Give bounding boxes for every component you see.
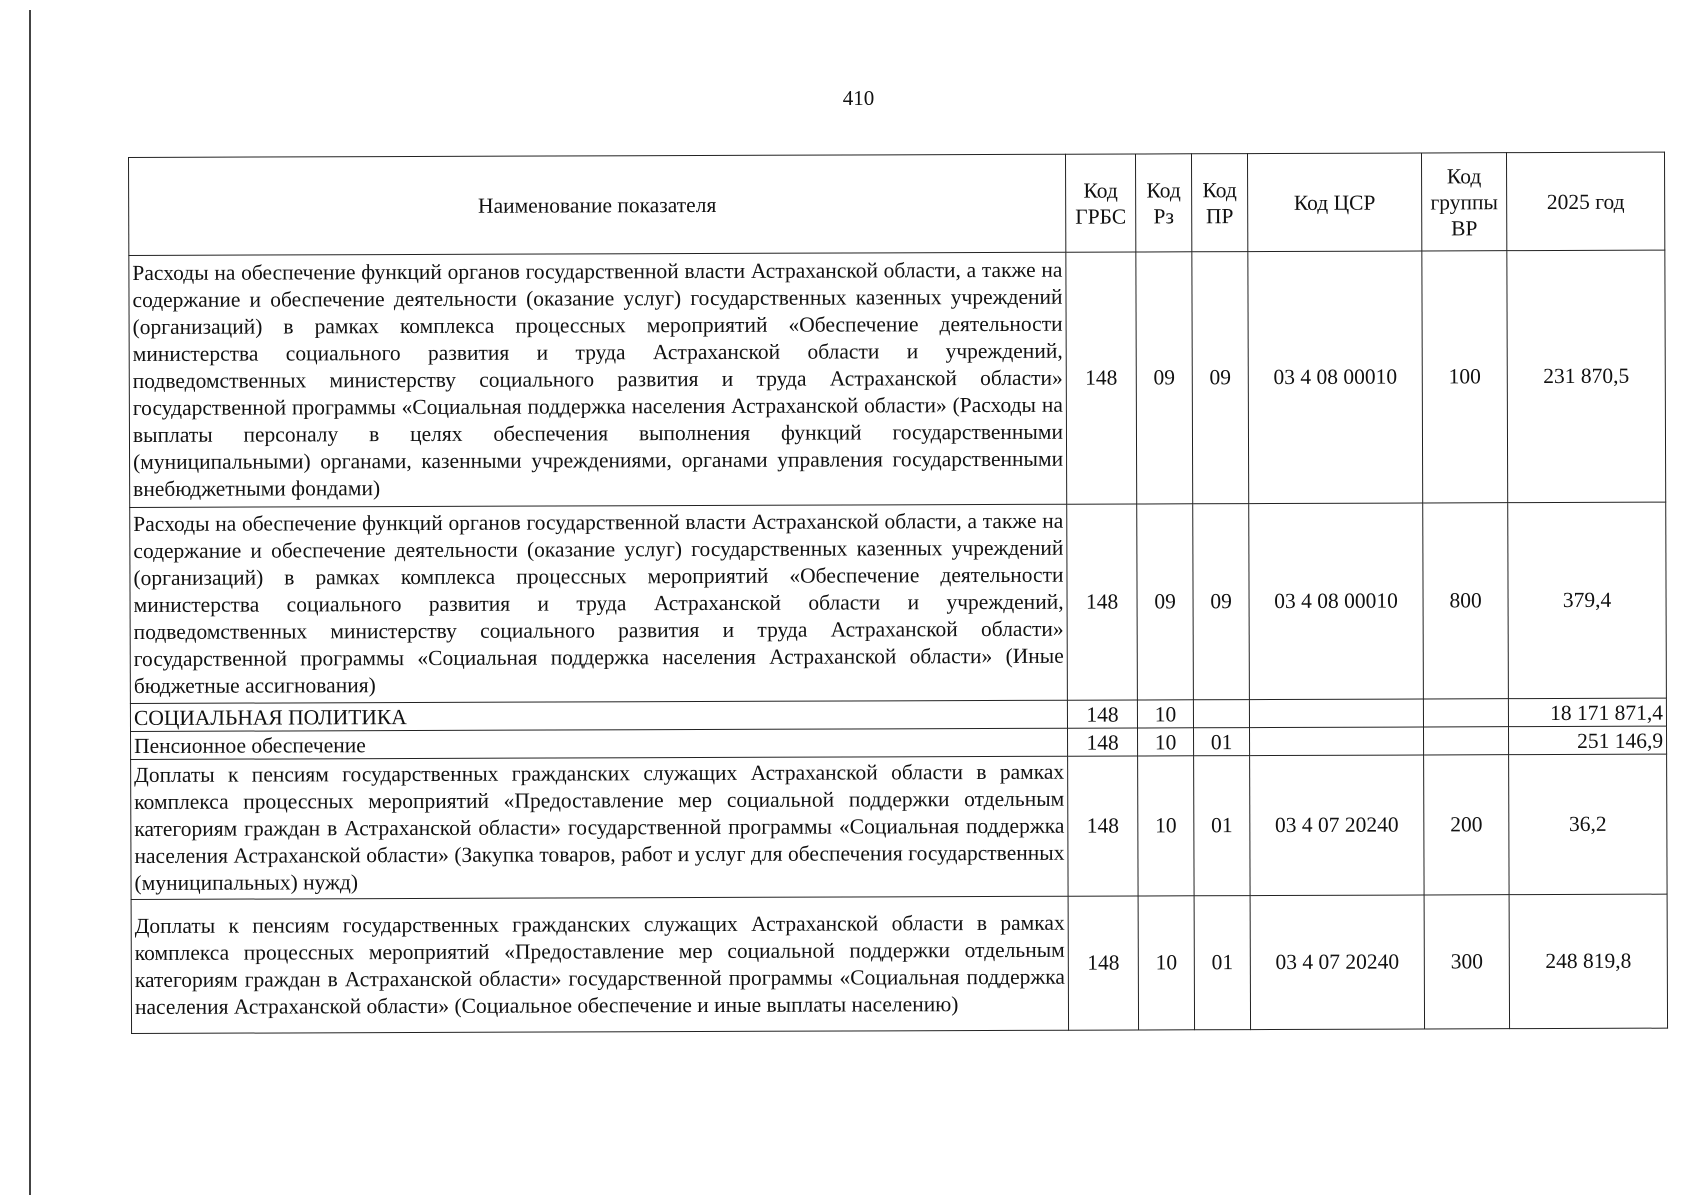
row-amount: 18 171 871,4 [1508, 698, 1666, 727]
row-csr: 03 4 08 00010 [1248, 251, 1423, 504]
row-rz: 10 [1137, 700, 1193, 728]
row-csr: 03 4 07 20240 [1250, 895, 1424, 1030]
row-grbs: 148 [1067, 700, 1137, 728]
row-vr [1423, 727, 1508, 755]
header-csr: Код ЦСР [1247, 153, 1421, 252]
row-grbs: 148 [1067, 728, 1137, 756]
row-rz: 09 [1136, 252, 1193, 504]
row-name: Расходы на обеспечение функций органов государственной власти Астраханской области, а также на содержание и обеспечение деятельности (оказание услуг) государственных казенных учреждений (организаций) в рамках комплекса процессных мероприятий «Обеспечение деятельности министерства социального развития и труда Астраханской области и учреждений, подведомственных министерству социального развития и труда Астраханской области» государственной программы «Социальная поддержка населения Астраханской области» (Расходы на выплаты персоналу в целях обеспечения выполнения функций государственными (муниципальными) органами, казенными учреждениями, органами управления государственными внебюджетными фондами) [129, 252, 1067, 507]
row-name: Расходы на обеспечение функций органов государственной власти Астраханской области, а также на содержание и обеспечение деятельности (оказание услуг) государственных казенных учреждений (организаций) в рамках комплекса процессных мероприятий «Обеспечение деятельности министерства социального развития и труда Астраханской области и учреждений, подведомственных министерству социального развития и труда Астраханской области» государственной программы «Социальная поддержка населения Астраханской области» (Иные бюджетные ассигнования) [130, 504, 1068, 703]
header-pr: Код ПР [1191, 154, 1247, 252]
row-vr: 300 [1424, 895, 1509, 1029]
header-year: 2025 год [1506, 152, 1664, 251]
row-vr: 200 [1424, 755, 1509, 895]
row-grbs: 148 [1066, 252, 1137, 504]
table-row [131, 754, 1667, 899]
header-name: Наименование показателя [129, 154, 1066, 255]
row-amount: 36,2 [1509, 754, 1667, 895]
header-grbs: Код ГРБС [1065, 154, 1135, 252]
table-row [130, 502, 1667, 703]
row-grbs: 148 [1067, 504, 1138, 700]
row-vr: 100 [1422, 251, 1508, 503]
table-row [129, 250, 1666, 507]
row-pr: 01 [1193, 728, 1249, 756]
page-number: 410 [842, 86, 875, 110]
row-csr [1249, 699, 1423, 728]
row-amount: 379,4 [1508, 502, 1667, 699]
table-row [131, 894, 1667, 1033]
row-grbs: 148 [1068, 896, 1138, 1030]
budget-table [128, 152, 1668, 1034]
row-pr: 09 [1192, 252, 1249, 504]
row-rz: 09 [1137, 504, 1194, 700]
row-amount: 251 146,9 [1508, 726, 1666, 755]
row-csr: 03 4 07 20240 [1250, 755, 1424, 896]
row-csr [1249, 727, 1423, 756]
row-amount: 248 819,8 [1509, 894, 1667, 1029]
header-vr: Код группы ВР [1421, 153, 1506, 251]
row-rz: 10 [1137, 728, 1193, 756]
row-name: Пенсионное обеспечение [131, 728, 1068, 759]
row-csr: 03 4 08 00010 [1249, 503, 1424, 700]
binding-margin-line [29, 10, 31, 1195]
row-pr [1193, 700, 1249, 728]
row-name: Доплаты к пенсиям государственных гражданских служащих Астраханской области в рамках комплекса процессных мероприятий «Предоставление мер социальной поддержки отдельным категориям граждан в Астраханской области» государственной программы «Социальная поддержка населения Астраханской области» (Закупка товаров, работ и услуг для обеспечения государственных (муниципальных) нужд) [131, 756, 1068, 899]
row-pr: 01 [1194, 896, 1250, 1030]
row-vr [1423, 699, 1508, 727]
row-vr: 800 [1423, 503, 1509, 699]
row-rz: 10 [1138, 756, 1194, 896]
row-amount: 231 870,5 [1507, 250, 1666, 503]
row-name: Доплаты к пенсиям государственных гражданских служащих Астраханской области в рамках комплекса процессных мероприятий «Предоставление мер социальной поддержки отдельным категориям граждан в Астраханской области» государственной программы «Социальная поддержка населения Астраханской области» (Социальное обеспечение и иные выплаты населению) [131, 896, 1068, 1033]
row-pr: 01 [1194, 756, 1250, 896]
row-name: СОЦИАЛЬНАЯ ПОЛИТИКА [130, 700, 1067, 731]
row-rz: 10 [1138, 896, 1194, 1030]
row-pr: 09 [1193, 504, 1250, 700]
table-header-row [129, 152, 1665, 255]
row-grbs: 148 [1068, 756, 1138, 896]
header-rz: Код Рз [1135, 154, 1191, 252]
